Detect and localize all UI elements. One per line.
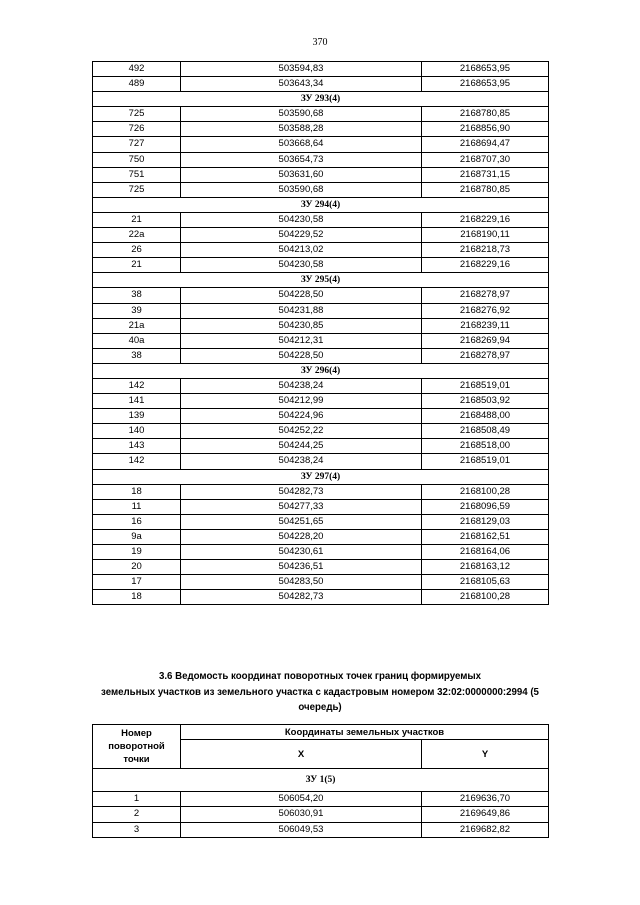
x-coordinate-cell: 504277,33 xyxy=(181,499,422,514)
point-number-cell: 11 xyxy=(93,499,181,514)
point-number-cell: 16 xyxy=(93,514,181,529)
table-row xyxy=(93,137,549,152)
point-number-cell: 38 xyxy=(93,288,181,303)
table-row xyxy=(93,394,549,409)
coordinates-table-queue-5 xyxy=(92,724,549,838)
y-coordinate-cell: 2169649,86 xyxy=(422,807,549,822)
x-coordinate-cell: 503654,73 xyxy=(181,152,422,167)
plot-header-row xyxy=(93,92,549,107)
plot-header-row xyxy=(93,363,549,378)
plot-header-row xyxy=(93,197,549,212)
y-coordinate-cell: 2169682,82 xyxy=(422,822,549,837)
y-coordinate-cell: 2168269,94 xyxy=(422,333,549,348)
point-number-cell: 725 xyxy=(93,107,181,122)
point-number-cell: 750 xyxy=(93,152,181,167)
point-number-cell: 139 xyxy=(93,409,181,424)
x-coordinate-cell: 504230,85 xyxy=(181,318,422,333)
table-row xyxy=(93,409,549,424)
table-row xyxy=(93,107,549,122)
x-coordinate-cell: 504283,50 xyxy=(181,575,422,590)
y-coordinate-cell: 2168278,97 xyxy=(422,288,549,303)
point-number-cell: 21 xyxy=(93,212,181,227)
y-coordinate-cell: 2168780,85 xyxy=(422,107,549,122)
header-point-number: Номер поворотной точки xyxy=(93,725,181,769)
point-number-cell: 751 xyxy=(93,167,181,182)
table-row xyxy=(93,378,549,393)
plot-label: ЗУ 296(4) xyxy=(93,363,549,378)
point-number-cell: 2 xyxy=(93,807,181,822)
point-number-cell: 1 xyxy=(93,792,181,807)
table-row xyxy=(93,288,549,303)
x-coordinate-cell: 506030,91 xyxy=(181,807,422,822)
point-number-cell: 22а xyxy=(93,228,181,243)
x-coordinate-cell: 504236,51 xyxy=(181,560,422,575)
x-coordinate-cell: 504230,58 xyxy=(181,258,422,273)
table-row xyxy=(93,77,549,92)
table-row xyxy=(93,560,549,575)
point-number-cell: 19 xyxy=(93,545,181,560)
table-row xyxy=(93,182,549,197)
section-title-line-2: земельных участков из земельного участка с кадастровым номером 32:02:0000000:2994 (5 xyxy=(101,686,539,698)
plot-header-row xyxy=(93,769,549,792)
y-coordinate-cell: 2168229,16 xyxy=(422,212,549,227)
table-row xyxy=(93,514,549,529)
table-row xyxy=(93,590,549,605)
y-coordinate-cell: 2168218,73 xyxy=(422,243,549,258)
table-row xyxy=(93,484,549,499)
plot-label: ЗУ 295(4) xyxy=(93,273,549,288)
plot-header-row xyxy=(93,273,549,288)
x-coordinate-cell: 504251,65 xyxy=(181,514,422,529)
x-coordinate-cell: 504282,73 xyxy=(181,484,422,499)
header-y: Y xyxy=(422,740,549,769)
table-row xyxy=(93,258,549,273)
header-coordinates: Координаты земельных участков xyxy=(181,725,549,740)
x-coordinate-cell: 503588,28 xyxy=(181,122,422,137)
y-coordinate-cell: 2168100,28 xyxy=(422,484,549,499)
y-coordinate-cell: 2168239,11 xyxy=(422,318,549,333)
table-row xyxy=(93,499,549,514)
table-row xyxy=(93,333,549,348)
y-coordinate-cell: 2168653,95 xyxy=(422,62,549,77)
table-row xyxy=(93,152,549,167)
y-coordinate-cell: 2168096,59 xyxy=(422,499,549,514)
table-row xyxy=(93,424,549,439)
y-coordinate-cell: 2168190,11 xyxy=(422,228,549,243)
page-number: 370 xyxy=(312,37,328,48)
x-coordinate-cell: 504244,25 xyxy=(181,439,422,454)
x-coordinate-cell: 503631,60 xyxy=(181,167,422,182)
y-coordinate-cell: 2168164,06 xyxy=(422,545,549,560)
point-number-cell: 21а xyxy=(93,318,181,333)
x-coordinate-cell: 503590,68 xyxy=(181,182,422,197)
coordinates-table-continued xyxy=(92,61,549,605)
table-row xyxy=(93,318,549,333)
point-number-cell: 38 xyxy=(93,348,181,363)
point-number-cell: 726 xyxy=(93,122,181,137)
section-title-line-3: очередь) xyxy=(298,702,342,713)
x-coordinate-cell: 504224,96 xyxy=(181,409,422,424)
point-number-cell: 9а xyxy=(93,529,181,544)
y-coordinate-cell: 2168229,16 xyxy=(422,258,549,273)
plot-label: ЗУ 297(4) xyxy=(93,469,549,484)
y-coordinate-cell: 2168518,00 xyxy=(422,439,549,454)
x-coordinate-cell: 504212,31 xyxy=(181,333,422,348)
y-coordinate-cell: 2168707,30 xyxy=(422,152,549,167)
point-number-cell: 143 xyxy=(93,439,181,454)
x-coordinate-cell: 504238,24 xyxy=(181,378,422,393)
table-row xyxy=(93,62,549,77)
point-number-cell: 26 xyxy=(93,243,181,258)
y-coordinate-cell: 2168508,49 xyxy=(422,424,549,439)
section-title-line-1: 3.6 Ведомость координат поворотных точек границ формируемых xyxy=(158,671,482,682)
header-x: X xyxy=(181,740,422,769)
y-coordinate-cell: 2168731,15 xyxy=(422,167,549,182)
x-coordinate-cell: 504212,99 xyxy=(181,394,422,409)
point-number-cell: 17 xyxy=(93,575,181,590)
point-number-cell: 18 xyxy=(93,590,181,605)
y-coordinate-cell: 2168856,90 xyxy=(422,122,549,137)
x-coordinate-cell: 504252,22 xyxy=(181,424,422,439)
point-number-cell: 140 xyxy=(93,424,181,439)
table-row xyxy=(93,545,549,560)
table-row xyxy=(93,228,549,243)
section-title xyxy=(92,669,548,716)
x-coordinate-cell: 504230,58 xyxy=(181,212,422,227)
table-row xyxy=(93,792,549,807)
y-coordinate-cell: 2168129,03 xyxy=(422,514,549,529)
y-coordinate-cell: 2168653,95 xyxy=(422,77,549,92)
y-coordinate-cell: 2168503,92 xyxy=(422,394,549,409)
point-number-cell: 725 xyxy=(93,182,181,197)
point-number-cell: 727 xyxy=(93,137,181,152)
table-row xyxy=(93,243,549,258)
plot-label: ЗУ 293(4) xyxy=(93,92,549,107)
point-number-cell: 3 xyxy=(93,822,181,837)
point-number-cell: 141 xyxy=(93,394,181,409)
y-coordinate-cell: 2168162,51 xyxy=(422,529,549,544)
point-number-cell: 20 xyxy=(93,560,181,575)
x-coordinate-cell: 504229,52 xyxy=(181,228,422,243)
x-coordinate-cell: 504213,02 xyxy=(181,243,422,258)
point-number-cell: 18 xyxy=(93,484,181,499)
y-coordinate-cell: 2168276,92 xyxy=(422,303,549,318)
table-row xyxy=(93,167,549,182)
plot-label: ЗУ 1(5) xyxy=(93,769,549,792)
y-coordinate-cell: 2168780,85 xyxy=(422,182,549,197)
table-row xyxy=(93,348,549,363)
plot-label: ЗУ 294(4) xyxy=(93,197,549,212)
point-number-cell: 40а xyxy=(93,333,181,348)
table-row xyxy=(93,303,549,318)
x-coordinate-cell: 504228,20 xyxy=(181,529,422,544)
x-coordinate-cell: 506054,20 xyxy=(181,792,422,807)
table-row xyxy=(93,807,549,822)
point-number-cell: 492 xyxy=(93,62,181,77)
y-coordinate-cell: 2168278,97 xyxy=(422,348,549,363)
y-coordinate-cell: 2168163,12 xyxy=(422,560,549,575)
point-number-cell: 21 xyxy=(93,258,181,273)
y-coordinate-cell: 2168519,01 xyxy=(422,378,549,393)
table-row xyxy=(93,122,549,137)
x-coordinate-cell: 503590,68 xyxy=(181,107,422,122)
table-row xyxy=(93,454,549,469)
x-coordinate-cell: 504231,88 xyxy=(181,303,422,318)
x-coordinate-cell: 504230,61 xyxy=(181,545,422,560)
x-coordinate-cell: 503594,83 xyxy=(181,62,422,77)
y-coordinate-cell: 2168105,63 xyxy=(422,575,549,590)
table-row xyxy=(93,529,549,544)
plot-header-row xyxy=(93,469,549,484)
y-coordinate-cell: 2169636,70 xyxy=(422,792,549,807)
y-coordinate-cell: 2168100,28 xyxy=(422,590,549,605)
y-coordinate-cell: 2168694,47 xyxy=(422,137,549,152)
x-coordinate-cell: 503668,64 xyxy=(181,137,422,152)
table-row xyxy=(93,439,549,454)
table-row xyxy=(93,822,549,837)
y-coordinate-cell: 2168519,01 xyxy=(422,454,549,469)
table-row xyxy=(93,575,549,590)
x-coordinate-cell: 506049,53 xyxy=(181,822,422,837)
y-coordinate-cell: 2168488,00 xyxy=(422,409,549,424)
point-number-cell: 489 xyxy=(93,77,181,92)
x-coordinate-cell: 504282,73 xyxy=(181,590,422,605)
x-coordinate-cell: 503643,34 xyxy=(181,77,422,92)
x-coordinate-cell: 504228,50 xyxy=(181,288,422,303)
x-coordinate-cell: 504238,24 xyxy=(181,454,422,469)
x-coordinate-cell: 504228,50 xyxy=(181,348,422,363)
point-number-cell: 39 xyxy=(93,303,181,318)
point-number-cell: 142 xyxy=(93,454,181,469)
point-number-cell: 142 xyxy=(93,378,181,393)
table-row xyxy=(93,212,549,227)
